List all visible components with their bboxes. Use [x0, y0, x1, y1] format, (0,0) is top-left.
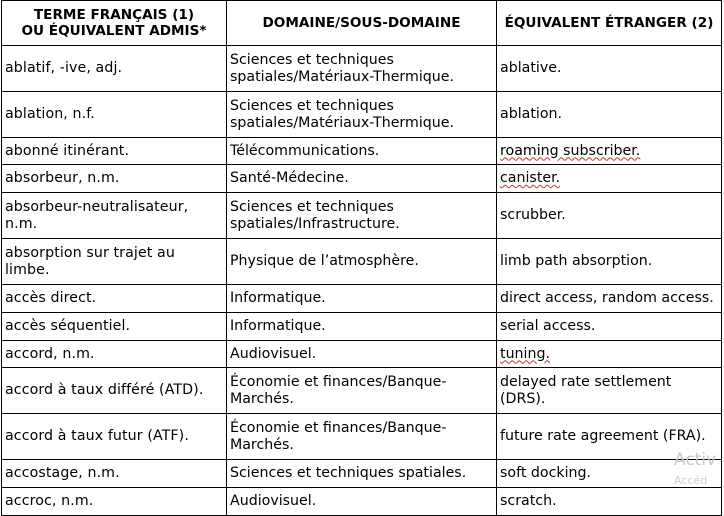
foreign-cell: ablative. [497, 46, 722, 92]
table-row [2, 165, 722, 193]
domain-cell: Sciences et techniques spatiales/Matériaux-Thermique. [227, 46, 497, 92]
table-row [2, 193, 722, 239]
table-row [2, 460, 722, 488]
term-cell: absorbeur-neutralisateur, n.m. [2, 193, 227, 239]
foreign-cell: future rate agreement (FRA). [497, 414, 722, 460]
header-foreign-equivalent: ÉQUIVALENT ÉTRANGER (2) [497, 1, 722, 46]
term-cell: accord à taux différé (ATD). [2, 368, 227, 414]
term-cell: accostage, n.m. [2, 460, 227, 488]
term-cell: ablation, n.f. [2, 92, 227, 138]
terminology-table [1, 0, 722, 516]
table-row [2, 239, 722, 285]
foreign-cell: ablation. [497, 92, 722, 138]
term-cell: accord, n.m. [2, 341, 227, 368]
table-row [2, 414, 722, 460]
table-row [2, 341, 722, 368]
foreign-cell: tuning. [497, 341, 722, 368]
foreign-cell: soft docking. [497, 460, 722, 488]
domain-cell: Physique de l’atmosphère. [227, 239, 497, 285]
domain-cell: Sciences et techniques spatiales/Matériaux-Thermique. [227, 92, 497, 138]
foreign-cell: delayed rate settlement (DRS). [497, 368, 722, 414]
header-french-term [2, 1, 227, 46]
table-row [2, 46, 722, 92]
table-row [2, 138, 722, 165]
foreign-cell: canister. [497, 165, 722, 193]
domain-cell: Économie et finances/Banque-Marchés. [227, 414, 497, 460]
header-row [2, 1, 722, 46]
table-row [2, 285, 722, 313]
table-row [2, 488, 722, 516]
activation-watermark-sub: Accéd [674, 474, 708, 487]
domain-cell: Sciences et techniques spatiales/Infrastructure. [227, 193, 497, 239]
header-french-term-line1: TERME FRANÇAIS (1) [33, 7, 195, 23]
domain-cell: Télécommunications. [227, 138, 497, 165]
header-french-term-line2: OU ÉQUIVALENT ADMIS* [21, 23, 207, 39]
term-cell: absorbeur, n.m. [2, 165, 227, 193]
header-domain: DOMAINE/SOUS-DOMAINE [227, 1, 497, 46]
domain-cell: Économie et finances/Banque-Marchés. [227, 368, 497, 414]
foreign-cell: direct access, random access. [497, 285, 722, 313]
activation-watermark: Activ [674, 450, 717, 470]
term-cell: absorption sur trajet au limbe. [2, 239, 227, 285]
domain-cell: Audiovisuel. [227, 341, 497, 368]
term-cell: accord à taux futur (ATF). [2, 414, 227, 460]
term-cell: abonné itinérant. [2, 138, 227, 165]
term-cell: ablatif, -ive, adj. [2, 46, 227, 92]
term-cell: accès séquentiel. [2, 313, 227, 341]
domain-cell: Audiovisuel. [227, 488, 497, 516]
domain-cell: Informatique. [227, 313, 497, 341]
term-cell: accès direct. [2, 285, 227, 313]
domain-cell: Sciences et techniques spatiales. [227, 460, 497, 488]
foreign-cell: roaming subscriber. [497, 138, 722, 165]
foreign-cell: limb path absorption. [497, 239, 722, 285]
table-row [2, 313, 722, 341]
domain-cell: Santé-Médecine. [227, 165, 497, 193]
table-row [2, 368, 722, 414]
table-row [2, 92, 722, 138]
domain-cell: Informatique. [227, 285, 497, 313]
term-cell: accroc, n.m. [2, 488, 227, 516]
foreign-cell: scrubber. [497, 193, 722, 239]
foreign-cell: scratch. [497, 488, 722, 516]
foreign-cell: serial access. [497, 313, 722, 341]
